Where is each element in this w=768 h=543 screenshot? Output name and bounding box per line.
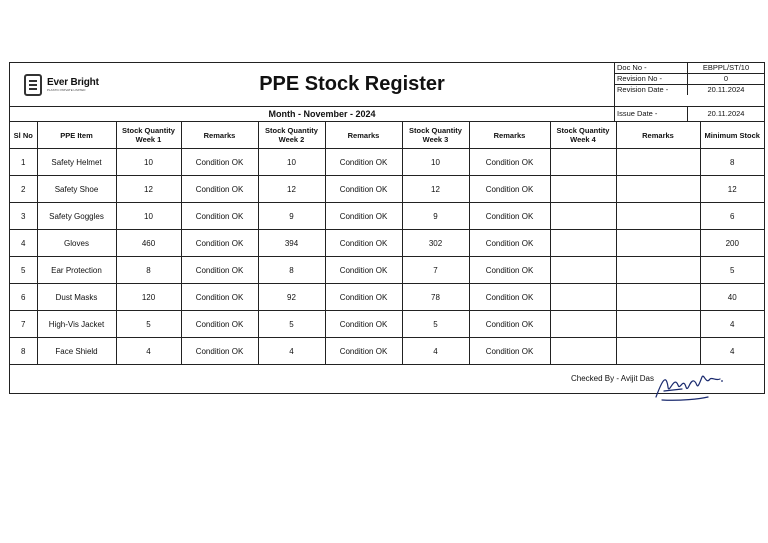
company-name: Ever Bright (47, 77, 99, 88)
table-cell: 4 (700, 338, 764, 365)
table-cell (550, 203, 616, 230)
stock-table (10, 122, 764, 365)
column-header: Remarks (616, 122, 700, 149)
table-cell: Condition OK (181, 311, 258, 338)
column-header: Sl No (10, 122, 37, 149)
column-header: Stock Quantity Week 4 (550, 122, 616, 149)
table-cell: Condition OK (181, 230, 258, 257)
table-cell: 8 (258, 257, 325, 284)
table-cell: Condition OK (325, 311, 402, 338)
table-cell: 4 (700, 311, 764, 338)
table-cell (550, 284, 616, 311)
table-cell: Condition OK (181, 338, 258, 365)
table-cell: 6 (700, 203, 764, 230)
table-cell: High-Vis Jacket (37, 311, 116, 338)
table-cell: 200 (700, 230, 764, 257)
table-cell (550, 176, 616, 203)
table-cell: 9 (402, 203, 469, 230)
table-cell: 12 (258, 176, 325, 203)
table-header-row (10, 122, 764, 149)
table-cell: Condition OK (325, 257, 402, 284)
table-cell: Gloves (37, 230, 116, 257)
table-cell: 7 (402, 257, 469, 284)
table-cell: Condition OK (469, 284, 550, 311)
table-cell: 10 (116, 149, 181, 176)
table-row (10, 311, 764, 338)
table-cell: Condition OK (469, 149, 550, 176)
table-cell: Condition OK (181, 176, 258, 203)
month-row (10, 107, 764, 122)
meta-revision-date: Revision Date - 20.11.2024 (617, 84, 745, 94)
table-cell: Face Shield (37, 338, 116, 365)
table-cell (616, 176, 700, 203)
column-header: Minimum Stock (700, 122, 764, 149)
table-cell: 1 (10, 149, 37, 176)
table-cell (616, 230, 700, 257)
table-cell: 9 (258, 203, 325, 230)
company-logo (10, 63, 110, 106)
column-header: Stock Quantity Week 3 (402, 122, 469, 149)
table-cell: 5 (700, 257, 764, 284)
table-cell: Condition OK (469, 230, 550, 257)
table-cell (550, 311, 616, 338)
table-cell: 460 (116, 230, 181, 257)
table-cell: 2 (10, 176, 37, 203)
table-cell: Condition OK (469, 203, 550, 230)
table-cell: 40 (700, 284, 764, 311)
header (10, 63, 764, 107)
table-cell: 5 (258, 311, 325, 338)
table-cell: 6 (10, 284, 37, 311)
table-cell: 12 (402, 176, 469, 203)
signature-icon (650, 367, 730, 403)
table-cell: 7 (10, 311, 37, 338)
table-cell: Condition OK (325, 284, 402, 311)
column-header: Remarks (325, 122, 402, 149)
table-cell: Condition OK (325, 338, 402, 365)
column-header: Stock Quantity Week 2 (258, 122, 325, 149)
table-cell: 3 (10, 203, 37, 230)
table-cell: Condition OK (469, 311, 550, 338)
table-cell (616, 284, 700, 311)
table-row (10, 284, 764, 311)
table-cell: 4 (258, 338, 325, 365)
table-cell: Condition OK (325, 230, 402, 257)
table-cell: 120 (116, 284, 181, 311)
table-cell: 8 (10, 338, 37, 365)
column-header: Stock Quantity Week 1 (116, 122, 181, 149)
table-cell: 302 (402, 230, 469, 257)
table-cell: 5 (10, 257, 37, 284)
table-cell: 394 (258, 230, 325, 257)
table-cell: Condition OK (325, 203, 402, 230)
table-cell: 12 (700, 176, 764, 203)
meta-doc-no: Doc No - EBPPL/ST/10 (615, 63, 764, 74)
table-cell (550, 338, 616, 365)
table-cell (550, 230, 616, 257)
table-cell (550, 149, 616, 176)
table-cell: Dust Masks (37, 284, 116, 311)
page-title: PPE Stock Register (259, 73, 445, 95)
checked-by: Checked By - Avijit Das (571, 374, 654, 383)
meta-issue-date: Issue Date - 20.11.2024 (614, 107, 764, 121)
month-label: Month - November - 2024 (268, 109, 376, 119)
table-cell: Condition OK (181, 203, 258, 230)
table-cell: 10 (402, 149, 469, 176)
column-header: PPE Item (37, 122, 116, 149)
table-cell: 8 (116, 257, 181, 284)
table-cell: Condition OK (181, 257, 258, 284)
column-header: Remarks (469, 122, 550, 149)
table-cell: 78 (402, 284, 469, 311)
doc-meta (614, 63, 764, 106)
meta-revision-no: Revision No - 0 (615, 74, 764, 85)
table-cell: Condition OK (469, 338, 550, 365)
table-cell: Condition OK (181, 149, 258, 176)
stock-register-sheet (9, 62, 765, 394)
table-cell: Safety Shoe (37, 176, 116, 203)
table-cell: Ear Protection (37, 257, 116, 284)
column-header: Remarks (181, 122, 258, 149)
table-cell: 8 (700, 149, 764, 176)
table-cell: 92 (258, 284, 325, 311)
table-cell: 10 (116, 203, 181, 230)
table-cell: 4 (116, 338, 181, 365)
table-cell: Condition OK (325, 149, 402, 176)
table-cell (550, 257, 616, 284)
table-cell: 5 (402, 311, 469, 338)
table-cell: 5 (116, 311, 181, 338)
table-cell: Condition OK (181, 284, 258, 311)
table-row (10, 176, 764, 203)
table-cell: 10 (258, 149, 325, 176)
table-cell (616, 311, 700, 338)
table-cell: Condition OK (325, 176, 402, 203)
table-cell (616, 257, 700, 284)
table-cell (616, 203, 700, 230)
table-row (10, 149, 764, 176)
table-cell: 4 (402, 338, 469, 365)
table-cell: Safety Helmet (37, 149, 116, 176)
table-cell: Safety Goggles (37, 203, 116, 230)
footer (10, 365, 764, 393)
table-cell: 12 (116, 176, 181, 203)
table-row (10, 230, 764, 257)
table-row (10, 257, 764, 284)
table-cell: Condition OK (469, 176, 550, 203)
company-tagline: PLASTIC PRIVATE LIMITED (47, 88, 86, 92)
table-cell: 4 (10, 230, 37, 257)
table-row (10, 203, 764, 230)
table-cell: Condition OK (469, 257, 550, 284)
logo-icon (24, 74, 42, 96)
table-cell (616, 338, 700, 365)
table-cell (616, 149, 700, 176)
table-row (10, 338, 764, 365)
